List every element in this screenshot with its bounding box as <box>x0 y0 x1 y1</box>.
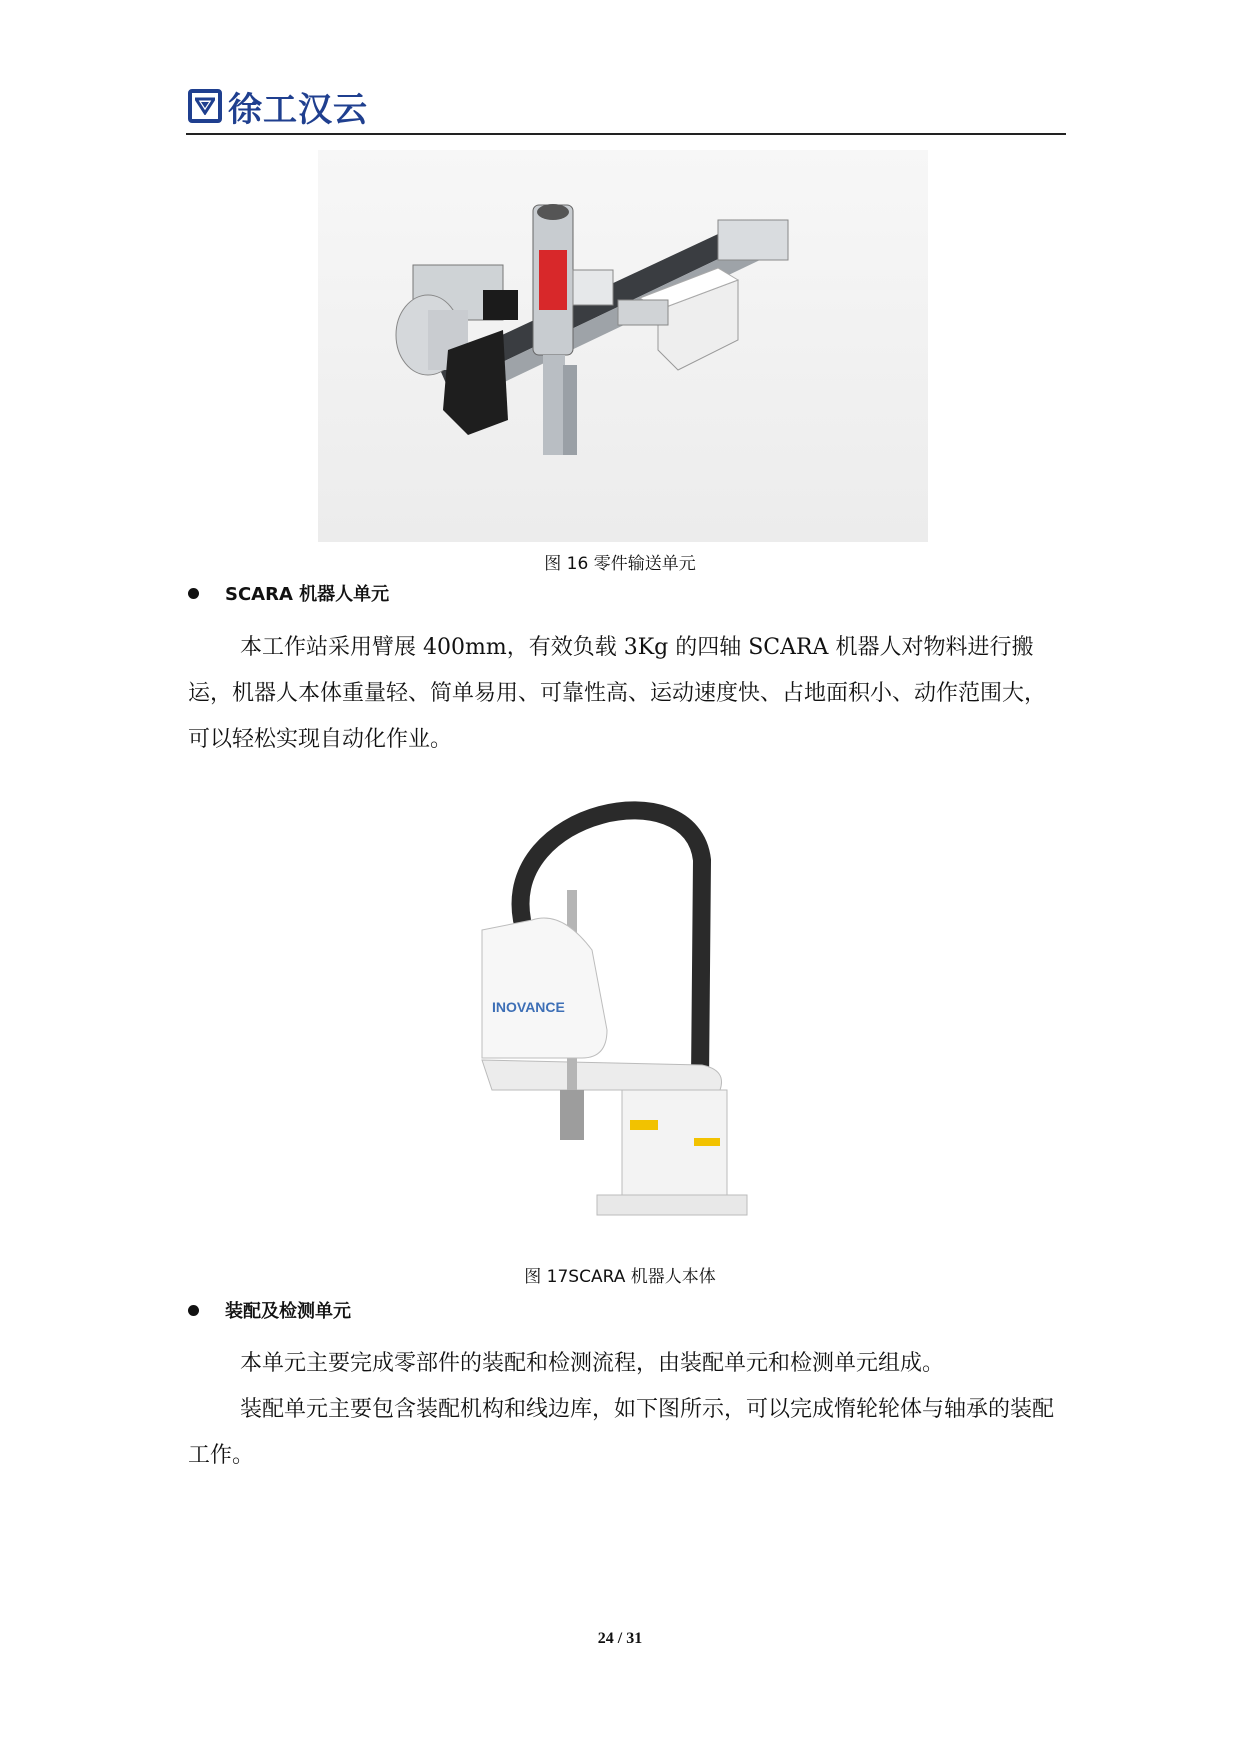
figure-16-conveyor-image <box>318 150 928 542</box>
bullet-icon <box>188 1305 199 1316</box>
header-divider <box>186 133 1066 135</box>
company-logo <box>188 86 368 130</box>
paragraph-scara: 本工作站采用臂展 400mm，有效负载 3Kg 的四轴 SCARA 机器人对物料进行搬运，机器人本体重量轻、简单易用、可靠性高、运动速度快、占地面积小、动作范围大，可以轻松实现自动化作业。 <box>188 635 1047 752</box>
logo-brand-text: 徐工汉云 <box>228 89 368 130</box>
section-heading-text: SCARA 机器人单元 <box>225 584 390 605</box>
figure-16-caption: 图 16 零件输送单元 <box>544 554 696 574</box>
figure-17-caption: 图 17SCARA 机器人本体 <box>524 1267 716 1287</box>
figure-17-scara-robot-image <box>462 790 784 1238</box>
robot-brand-label: INOVANCE <box>492 999 565 1015</box>
section-heading-text: 装配及检测单元 <box>225 1301 351 1322</box>
section-heading-assembly <box>188 1297 351 1323</box>
paragraph-assembly-detail: 装配单元主要包含装配机构和线边库，如下图所示，可以完成惰轮轮体与轴承的装配工作。 <box>188 1397 1055 1468</box>
page-number: 24 / 31 <box>597 1630 643 1647</box>
logo-mark-icon <box>188 89 222 123</box>
bullet-icon <box>188 588 199 599</box>
section-heading-scara <box>188 580 389 606</box>
paragraph-assembly-intro: 本单元主要完成零部件的装配和检测流程，由装配单元和检测单元组成。 <box>240 1351 945 1376</box>
